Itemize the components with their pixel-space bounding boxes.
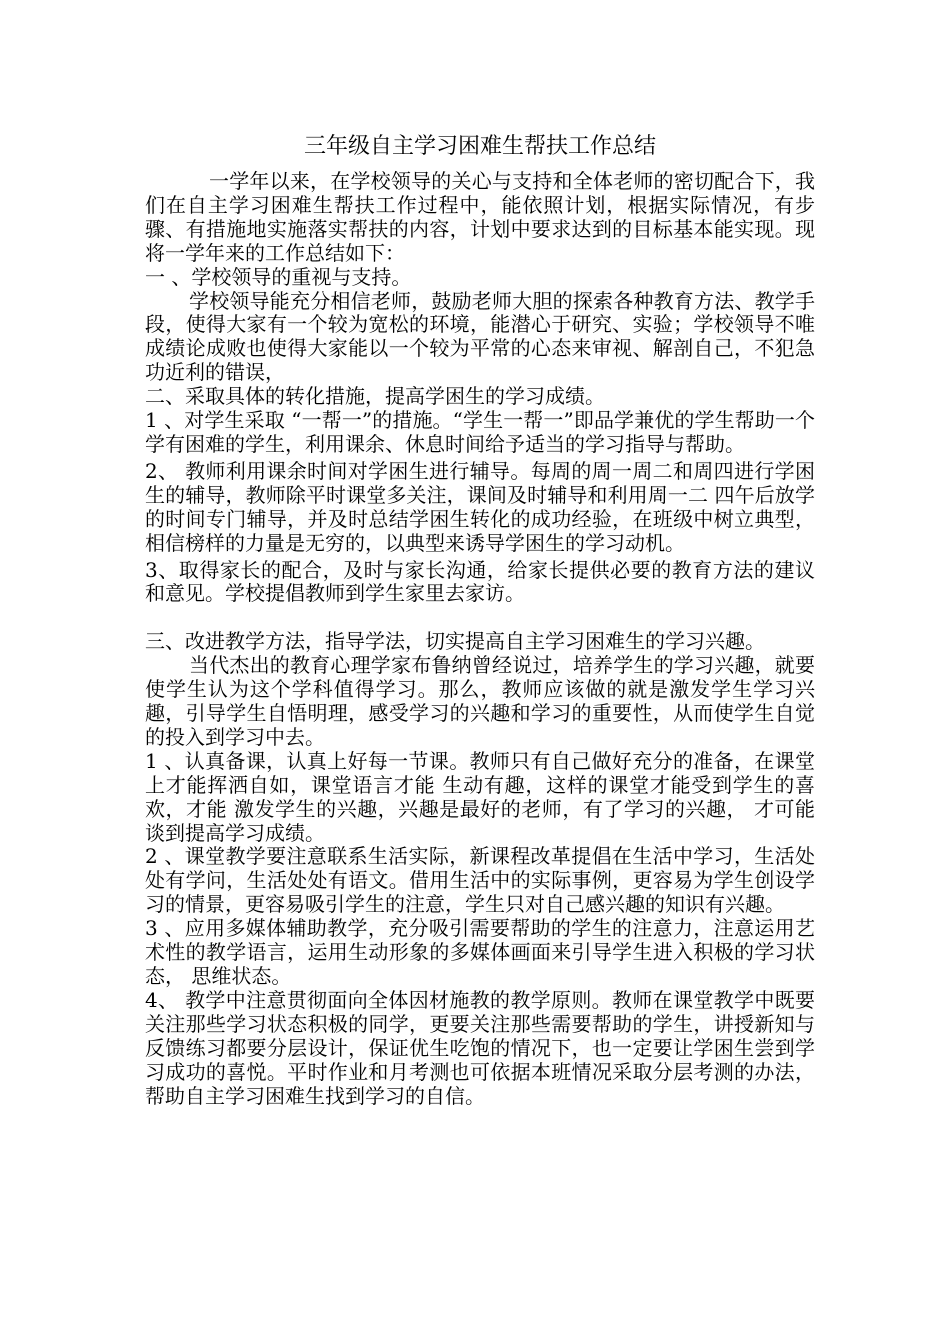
section-2-heading: 二、采取具体的转化措施，提高学困生的学习成绩。 — [145, 384, 605, 409]
document-title: 三年级自主学习困难生帮扶工作总结 — [303, 134, 656, 159]
blank-line — [145, 606, 815, 630]
section-3-item-3: 3 、应用多媒体辅助教学，充分吸引需要帮助的学生的注意力，注意运用艺术性的教学语言，运用生动形象的多媒体画面来引导学生进入积极的学习状态， 思维状态。 — [145, 916, 815, 988]
section-3-item-2: 2 、课堂教学要注意联系生活实际，新课程改革提倡在生活中学习，生活处处有学问，生活处处有语文。借用生活中的实际事例，更容易为学生创设学习的情景，更容易吸引学生的注意，学生只对自己感兴趣的知识有兴趣。 — [145, 844, 815, 917]
section-1-body: 学校领导能充分相信老师，鼓励老师大胆的探索各种教育方法、教学手段，使得大家有一个较为宽松的环境，能潜心于研究、实验；学校领导不唯成绩论成败也使得大家能以一个较为平常的心态来审视、解剖自己，不犯急功近利的错误， — [145, 288, 815, 385]
section-3-heading: 三、改进教学方法，指导学法，切实提高自主学习困难生的学习兴趣。 — [145, 629, 765, 654]
section-2-item-2: 2、 教师利用课余时间对学困生进行辅导。每周的周一周二和周四进行学困生的辅导，教师除平时课堂多关注，课间及时辅导和利用周一二 四午后放学的时间专门辅导，并及时总结学困生转化的成功经验，在班级中树立典型，相信榜样的力量是无穷的，以典型来诱导学困生的学习动机。 — [145, 458, 815, 555]
section-2-item-3: 3、取得家长的配合，及时与家长沟通，给家长提供必要的教育方法的建议和意见。学校提倡教师到学生家里去家访。 — [145, 557, 815, 606]
section-3-body: 当代杰出的教育心理学家布鲁纳曾经说过，培养学生的学习兴趣，就要使学生认为这个学科值得学习。那么，教师应该做的就是激发学生学习兴趣，引导学生自悟明理，感受学习的兴趣和学习的重要性，从而使学生自觉的投入到学习中去。 — [145, 653, 815, 749]
section-3-item-4: 4、 教学中注意贯彻面向全体因材施教的教学原则。教师在课堂教学中既要关注那些学习状态积极的同学，更要关注那些需要帮助的学生，讲授新知与反馈练习都要分层设计，保证优生吃饱的情况下，也一定要让学困生尝到学习成功的喜悦。平时作业和月考测也可依据本班情况采取分层考测的办法， 帮助自主学习困难生找到学习的自信。 — [145, 987, 815, 1108]
section-2-item-1: 1 、对学生采取 “一帮一”的措施。“学生一帮一”即品学兼优的学生帮助一个学有困难的学生，利用课余、休息时间给予适当的学习指导与帮助。 — [145, 408, 815, 456]
document-page — [145, 132, 815, 1108]
intro-paragraph: 一学年以来，在学校领导的关心与支持和全体老师的密切配合下，我们在自主学习困难生帮扶工作过程中，能依照计划，根据实际情况，有步骤、有措施地实施落实帮扶的内容，计划中要求达到的目标基本能实现。现将一学年来的工作总结如下： — [145, 169, 815, 265]
section-1-heading: 一 、学校领导的重视与支持。 — [145, 264, 412, 289]
section-3-item-1: 1 、认真备课，认真上好每一节课。教师只有自己做好充分的准备，在课堂上才能挥洒自如，课堂语言才能 生动有趣，这样的课堂才能受到学生的喜欢，才能 激发学生的兴趣，兴趣是最好的老师，有了学习的兴趣， 才可能谈到提高学习成绩。 — [145, 748, 815, 845]
